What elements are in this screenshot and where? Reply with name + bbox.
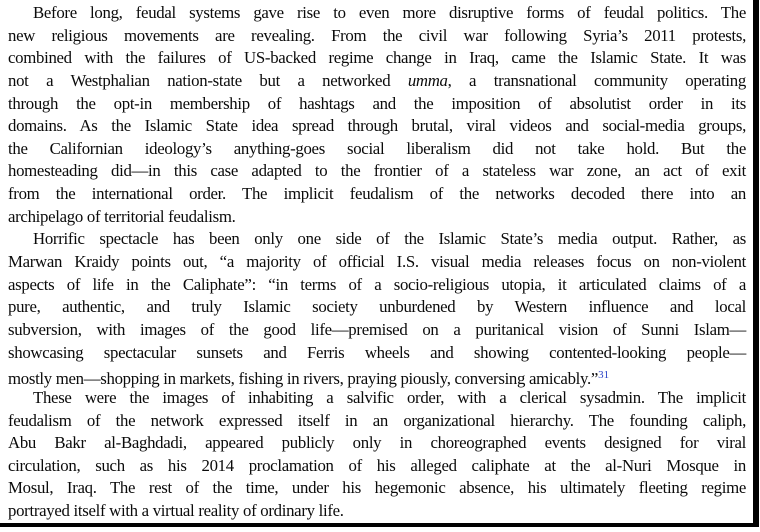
italic-term: umma	[407, 70, 448, 90]
page-border-bottom	[0, 523, 759, 527]
text-line: Before long, feudal systems gave rise to even more disruptive forms of feudal politics. The	[33, 3, 746, 22]
text-line: showcasing spectacular sunsets and Ferris wheels and showing contented-looking people—	[8, 342, 746, 362]
text-segment: mostly men—shopping in markets, fishing in rivers, praying piously, conversing amicably.”	[8, 369, 599, 389]
paragraph-3	[8, 387, 746, 523]
text-line: new religious movements are revealing. From the civil war following Syria’s 2011 protests,	[8, 25, 746, 45]
text-segment: not a Westphalian nation-state but a networked	[8, 70, 408, 90]
text-line: Mosul, Iraq. The rest of the time, under his hegemonic absence, his ultimately fleeting regime	[8, 478, 746, 498]
text-line: the Californian ideology’s anything-goes social liberalism did not take hold. But the	[8, 138, 746, 158]
text-line: These were the images of inhabiting a salvific order, with a clerical sysadmin. The implicit	[33, 387, 746, 407]
text-line: from the international order. The implicit feudalism of the networks decoded there into an	[8, 184, 746, 204]
text-line: Horrific spectacle has been only one side of the Islamic State’s media output. Rather, as	[33, 229, 746, 249]
text-line: through the opt-in membership of hashtags and the imposition of absolutist order in its	[8, 93, 746, 113]
text-segment: , a transnational community operating	[447, 70, 746, 90]
text-line	[8, 364, 746, 387]
text-line: domains. As the Islamic State idea spread through brutal, viral videos and social-media groups,	[8, 116, 746, 136]
text-line: combined with the failures of US-backed regime change in Iraq, came the Islamic State. It was	[8, 48, 746, 68]
text-line: aspects of life in the Caliphate”: “in terms of a socio-religious utopia, it articulated claims of a	[8, 274, 746, 294]
text-line: archipelago of territorial feudalism.	[8, 206, 236, 226]
text-line: pure, authentic, and truly Islamic society unburdened by Western influence and local	[8, 297, 746, 317]
text-line: Abu Bakr al-Baghdadi, appeared publicly only in choreographed events designed for viral	[8, 433, 746, 453]
text-line: subversion, with images of the good life—premised on a puritanical vision of Sunni Islam—	[8, 319, 746, 339]
text-line	[8, 70, 746, 93]
page-border-right	[753, 0, 759, 527]
text-line: portrayed itself with a virtual reality of ordinary life.	[8, 501, 344, 521]
footnote-ref-31[interactable]: 31	[598, 369, 610, 382]
paragraph-1	[8, 2, 746, 228]
text-line: circulation, such as his 2014 proclamation of his alleged caliphate at the al-Nuri Mosque in	[8, 455, 746, 475]
text-line: homesteading did—in this case adapted to the frontier of a stateless war zone, an act of exit	[8, 161, 746, 181]
text-line: Marwan Kraidy points out, “a majority of official I.S. visual media releases focus on non-violent	[8, 252, 746, 272]
text-line: feudalism of the network expressed itself in an organizational hierarchy. The founding caliph,	[8, 410, 746, 430]
paragraph-2	[8, 228, 746, 389]
page-text	[8, 2, 746, 523]
